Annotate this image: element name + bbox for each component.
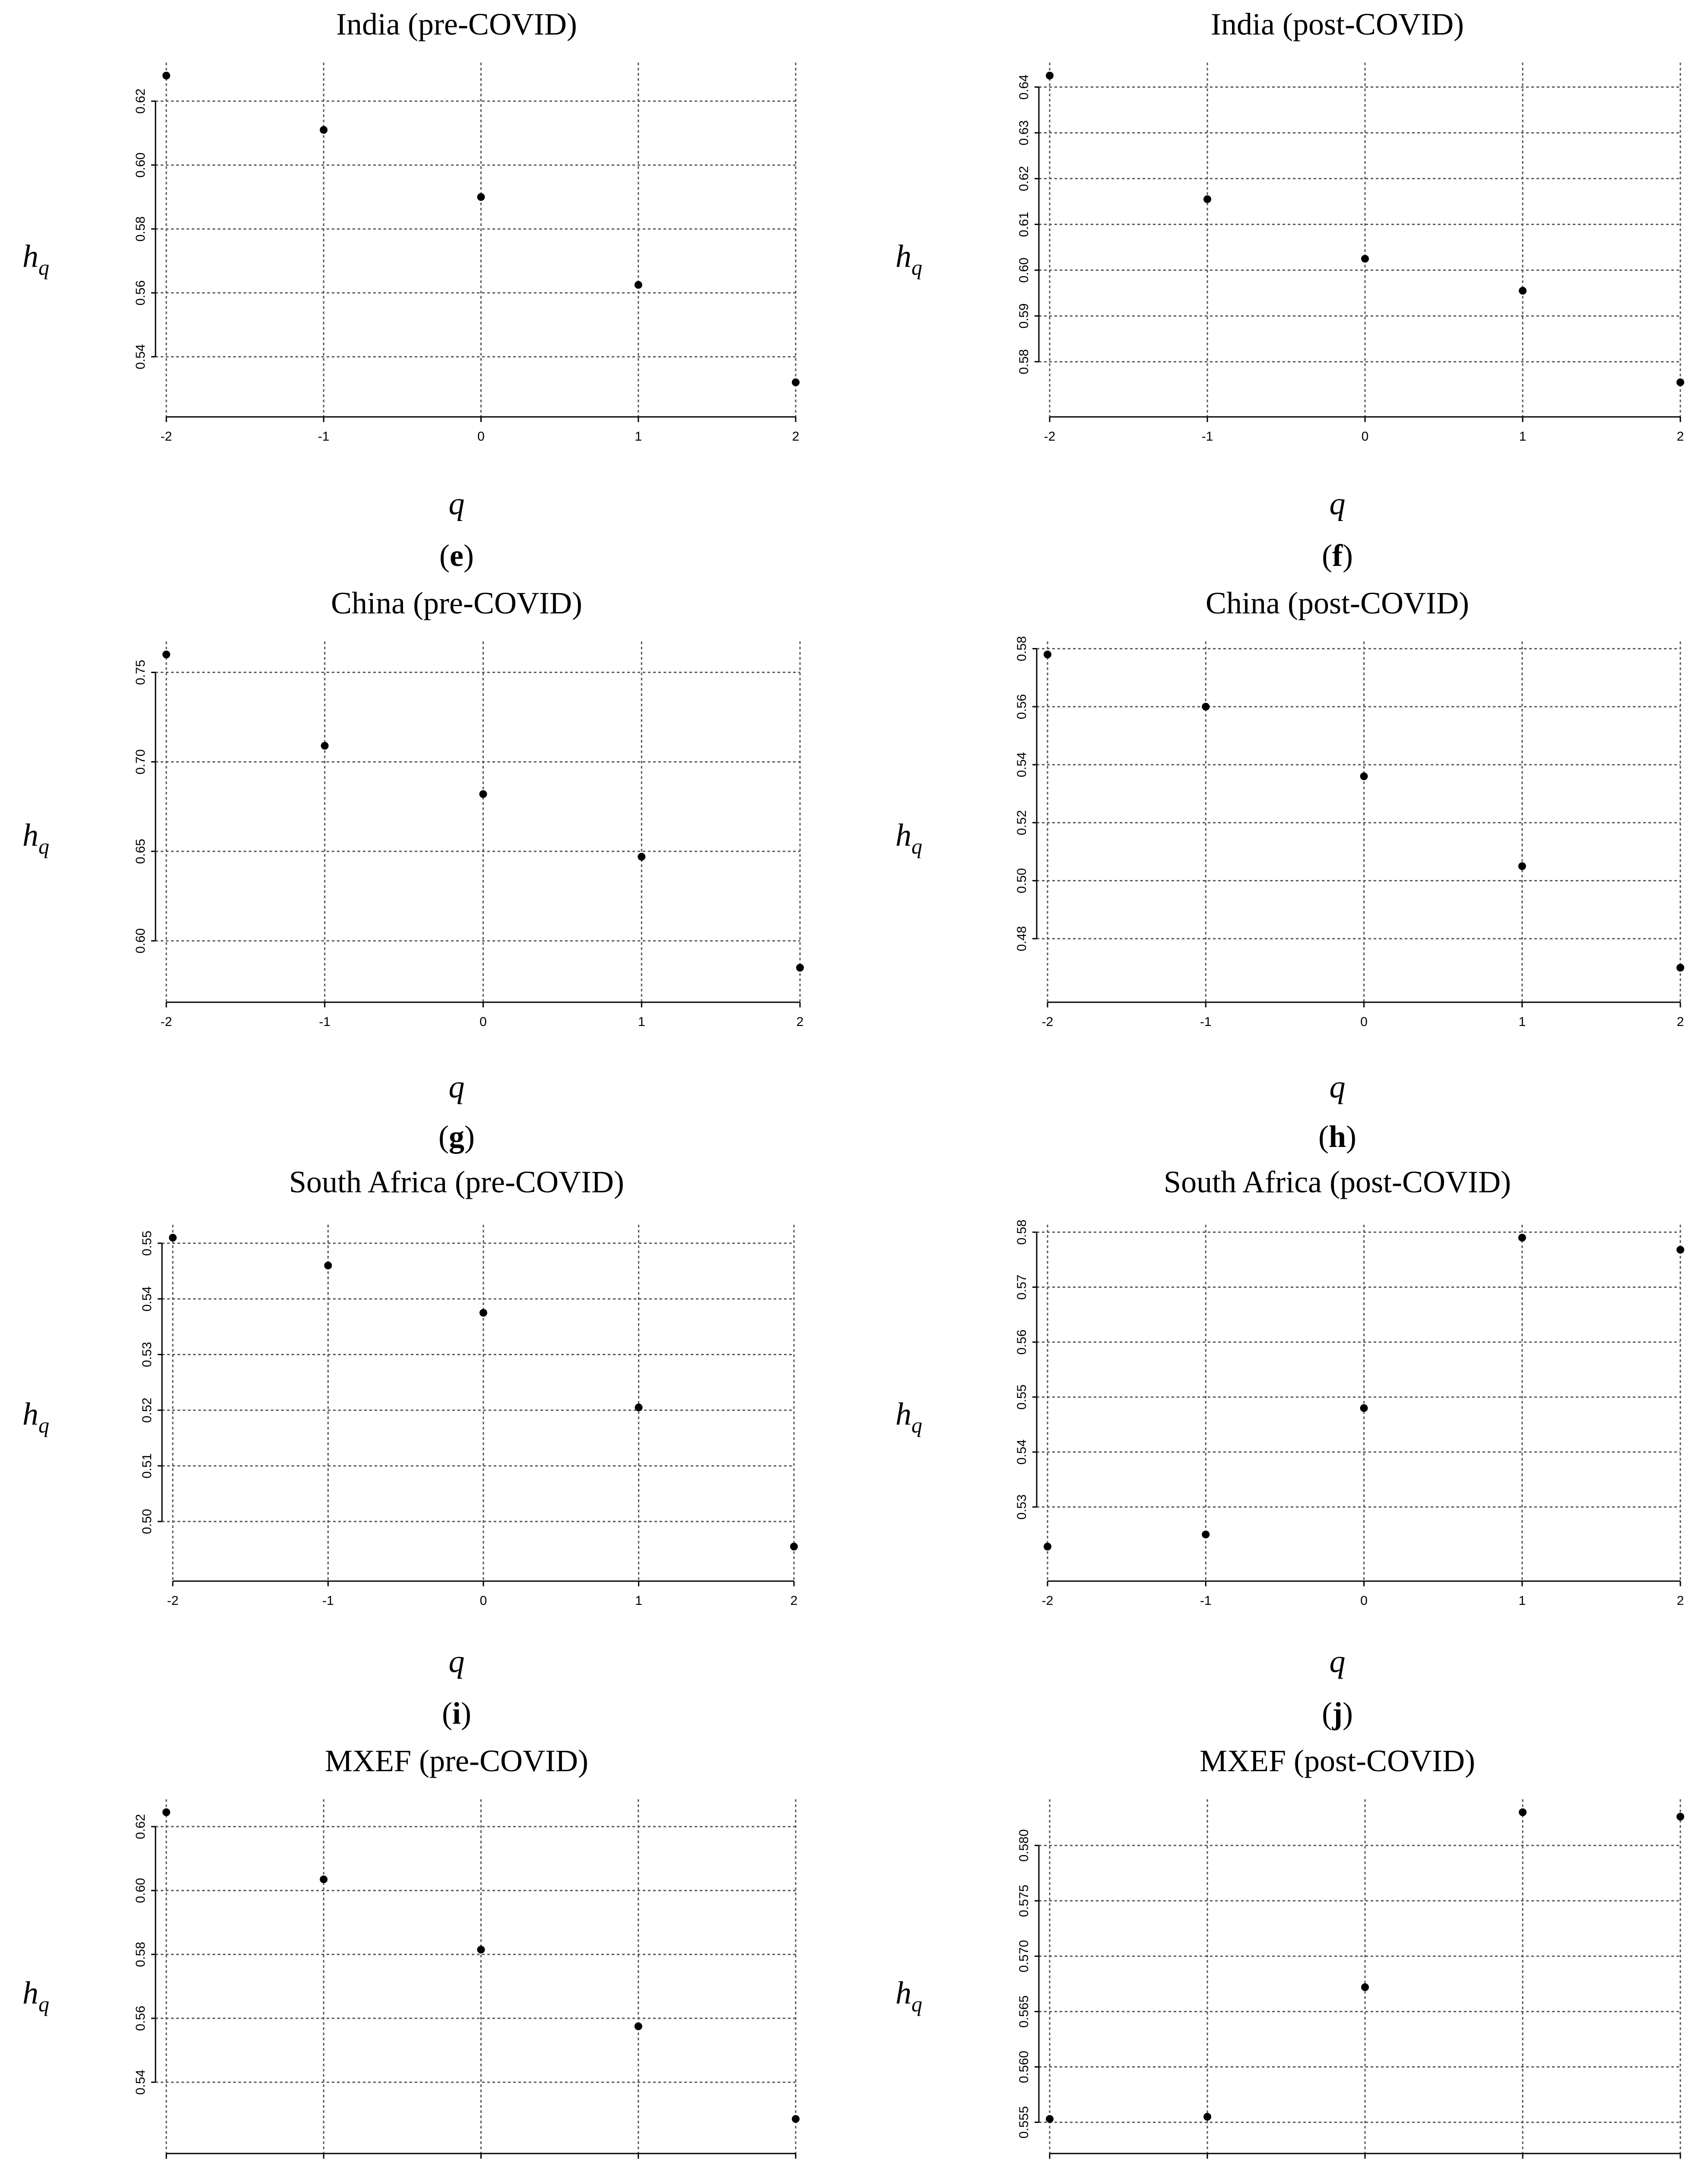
x-tick-label: -1 — [319, 1015, 331, 1029]
data-point — [1044, 1543, 1051, 1550]
y-axis-label: $h_q$ — [895, 1397, 922, 1437]
data-point — [790, 1543, 798, 1550]
y-tick-label: 0.54 — [133, 344, 148, 370]
y-tick-label: 0.61 — [1017, 212, 1031, 237]
data-point — [1203, 2113, 1211, 2121]
data-point — [1676, 964, 1684, 972]
x-tick-label: -1 — [1200, 1015, 1212, 1029]
y-tick-label: 0.52 — [140, 1398, 154, 1423]
y-tick-label: 0.560 — [1017, 2050, 1031, 2084]
x-tick-label: -1 — [322, 1594, 334, 1608]
x-axis-label: q — [1329, 1644, 1346, 1679]
data-point — [1044, 651, 1051, 658]
x-tick-label: -2 — [1041, 1594, 1054, 1608]
y-tick-label: 0.575 — [1017, 1884, 1031, 1917]
x-tick-label: 2 — [1676, 1015, 1684, 1029]
y-axis-label: $h_q$ — [22, 1397, 49, 1437]
y-tick-label: 0.580 — [1017, 1829, 1031, 1862]
x-tick-label: 1 — [1518, 1015, 1526, 1029]
chart-title: MXEF (post-COVID) — [1200, 1744, 1475, 1778]
y-axis-label-subscript: q — [911, 834, 922, 858]
x-tick-label: 2 — [1676, 1594, 1684, 1608]
y-axis-label: $h_q$ — [895, 818, 922, 858]
data-point — [635, 2023, 642, 2030]
y-axis-label-subscript: q — [911, 255, 922, 280]
x-tick-label: 0 — [1360, 1015, 1368, 1029]
x-tick-label: -2 — [160, 429, 172, 444]
panel-caption: (g) — [438, 1119, 475, 1154]
data-point — [1518, 1234, 1526, 1242]
x-tick-label: 2 — [792, 429, 800, 444]
data-point — [479, 1309, 487, 1317]
data-point — [1046, 72, 1054, 79]
chart-title: China (post-COVID) — [1206, 586, 1469, 620]
chart-panel-k — [22, 1744, 800, 2160]
chart-panel-h — [895, 586, 1684, 1154]
chart-panel-i — [22, 1165, 798, 1731]
x-tick-label: -2 — [160, 1015, 172, 1029]
y-tick-label: 0.56 — [1015, 694, 1029, 720]
y-axis-label-subscript: q — [911, 1992, 922, 2016]
x-axis-label: q — [1329, 486, 1346, 521]
chart-title: India (pre-COVID) — [336, 7, 577, 41]
x-tick-label: -2 — [1041, 1015, 1054, 1029]
data-point — [1360, 772, 1368, 780]
data-point — [320, 1875, 327, 1883]
data-point — [635, 1404, 643, 1411]
panel-caption: (j) — [1322, 1696, 1353, 1731]
data-point — [162, 1808, 170, 1816]
y-tick-label: 0.58 — [1017, 349, 1031, 375]
data-point — [1202, 1531, 1210, 1538]
data-point — [1202, 703, 1210, 711]
y-tick-label: 0.53 — [1015, 1494, 1029, 1520]
x-axis-label: q — [448, 486, 465, 521]
y-tick-label: 0.50 — [1015, 868, 1029, 893]
data-point — [1676, 1813, 1684, 1820]
chart-title: South Africa (pre-COVID) — [289, 1165, 624, 1199]
y-axis-label-subscript: q — [911, 1413, 922, 1437]
y-axis-label: $h_q$ — [895, 1976, 922, 2016]
y-tick-label: 0.50 — [140, 1509, 154, 1534]
y-axis-label-subscript: q — [38, 834, 49, 858]
y-tick-label: 0.570 — [1017, 1940, 1031, 1973]
panel-caption: (h) — [1318, 1119, 1357, 1154]
chart-title: South Africa (post-COVID) — [1164, 1165, 1511, 1199]
y-tick-label: 0.54 — [140, 1286, 154, 1312]
data-point — [792, 378, 800, 386]
chart-title: MXEF (pre-COVID) — [325, 1744, 588, 1778]
data-point — [479, 790, 487, 798]
y-tick-label: 0.58 — [1015, 1220, 1029, 1245]
y-tick-label: 0.62 — [133, 88, 148, 114]
x-tick-label: -2 — [167, 1594, 179, 1608]
x-tick-label: 0 — [1361, 429, 1369, 444]
y-tick-label: 0.55 — [140, 1230, 154, 1256]
y-tick-label: 0.54 — [1015, 1439, 1029, 1465]
x-tick-label: 0 — [477, 429, 485, 444]
panel-caption: (f) — [1322, 538, 1353, 573]
y-tick-label: 0.51 — [140, 1453, 154, 1479]
data-point — [477, 1946, 485, 1954]
y-tick-label: 0.62 — [1017, 166, 1031, 191]
y-axis-label: $h_q$ — [22, 818, 49, 858]
data-point — [1519, 1808, 1527, 1816]
x-tick-label: 0 — [479, 1594, 487, 1608]
y-tick-label: 0.75 — [133, 660, 148, 685]
x-tick-label: 2 — [790, 1594, 798, 1608]
data-point — [796, 964, 804, 972]
data-point — [1360, 1404, 1368, 1412]
data-point — [162, 651, 170, 658]
y-tick-label: 0.565 — [1017, 1995, 1031, 2028]
data-point — [162, 72, 170, 79]
y-tick-label: 0.555 — [1017, 2106, 1031, 2139]
data-point — [321, 742, 329, 750]
y-tick-label: 0.63 — [1017, 120, 1031, 146]
panel-caption: (e) — [439, 538, 474, 573]
chart-panel-j — [895, 1165, 1684, 1731]
y-axis-label: $h_q$ — [22, 1976, 49, 2016]
y-axis-label: $h_q$ — [22, 239, 49, 280]
data-point — [477, 193, 485, 201]
x-tick-label: 1 — [635, 429, 642, 444]
data-point — [1203, 195, 1211, 203]
y-tick-label: 0.64 — [1017, 74, 1031, 100]
y-tick-label: 0.54 — [1015, 752, 1029, 778]
data-point — [1518, 862, 1526, 870]
x-axis-label: q — [1329, 1069, 1346, 1105]
y-tick-label: 0.56 — [133, 280, 148, 306]
x-axis-label: q — [448, 1069, 465, 1105]
data-point — [1676, 378, 1684, 386]
y-axis-label-subscript: q — [38, 255, 49, 280]
y-axis-label-subscript: q — [38, 1992, 49, 2016]
chart-panel-g — [22, 586, 804, 1154]
data-point — [635, 281, 642, 289]
chart-title: China (pre-COVID) — [331, 586, 582, 620]
x-tick-label: 1 — [638, 1015, 645, 1029]
x-tick-label: 1 — [635, 1594, 642, 1608]
data-point — [324, 1261, 332, 1269]
y-tick-label: 0.57 — [1015, 1274, 1029, 1300]
y-tick-label: 0.60 — [133, 928, 148, 954]
data-point — [1676, 1246, 1684, 1254]
y-tick-label: 0.58 — [133, 1941, 148, 1967]
data-point — [169, 1234, 177, 1242]
x-tick-label: 1 — [1518, 1594, 1526, 1608]
x-tick-label: 2 — [796, 1015, 804, 1029]
y-tick-label: 0.53 — [140, 1342, 154, 1367]
data-point — [638, 853, 645, 861]
x-tick-label: 0 — [1360, 1594, 1368, 1608]
y-tick-label: 0.58 — [133, 216, 148, 242]
x-tick-label: -1 — [317, 429, 330, 444]
y-tick-label: 0.55 — [1015, 1384, 1029, 1410]
data-point — [1519, 287, 1527, 295]
y-tick-label: 0.60 — [1017, 257, 1031, 283]
chart-panel-l — [895, 1744, 1684, 2160]
x-axis-label: q — [448, 1644, 465, 1679]
y-tick-label: 0.56 — [1015, 1329, 1029, 1355]
panel-caption: (i) — [442, 1696, 471, 1731]
data-point — [320, 126, 327, 134]
y-tick-label: 0.62 — [133, 1814, 148, 1839]
x-tick-label: -2 — [1044, 429, 1056, 444]
y-tick-label: 0.70 — [133, 749, 148, 775]
y-tick-label: 0.58 — [1015, 636, 1029, 661]
y-axis-label-subscript: q — [38, 1413, 49, 1437]
y-tick-label: 0.60 — [133, 1878, 148, 1903]
x-tick-label: 2 — [1676, 429, 1684, 444]
x-tick-label: 0 — [479, 1015, 487, 1029]
y-tick-label: 0.48 — [1015, 926, 1029, 952]
chart-title: India (post-COVID) — [1211, 7, 1464, 41]
y-tick-label: 0.65 — [133, 839, 148, 864]
data-point — [1046, 2115, 1054, 2123]
y-tick-label: 0.56 — [133, 2005, 148, 2031]
x-tick-label: -1 — [1201, 429, 1213, 444]
y-tick-label: 0.54 — [133, 2069, 148, 2095]
data-point — [792, 2115, 800, 2123]
chart-panel-f — [895, 7, 1684, 573]
y-axis-label: $h_q$ — [895, 239, 922, 280]
x-tick-label: -1 — [1200, 1594, 1212, 1608]
data-point — [1361, 1983, 1369, 1991]
data-point — [1361, 255, 1369, 263]
y-tick-label: 0.59 — [1017, 303, 1031, 329]
x-tick-label: 1 — [1519, 429, 1527, 444]
y-tick-label: 0.52 — [1015, 810, 1029, 835]
chart-panel-e — [22, 7, 800, 573]
y-tick-label: 0.60 — [133, 152, 148, 178]
